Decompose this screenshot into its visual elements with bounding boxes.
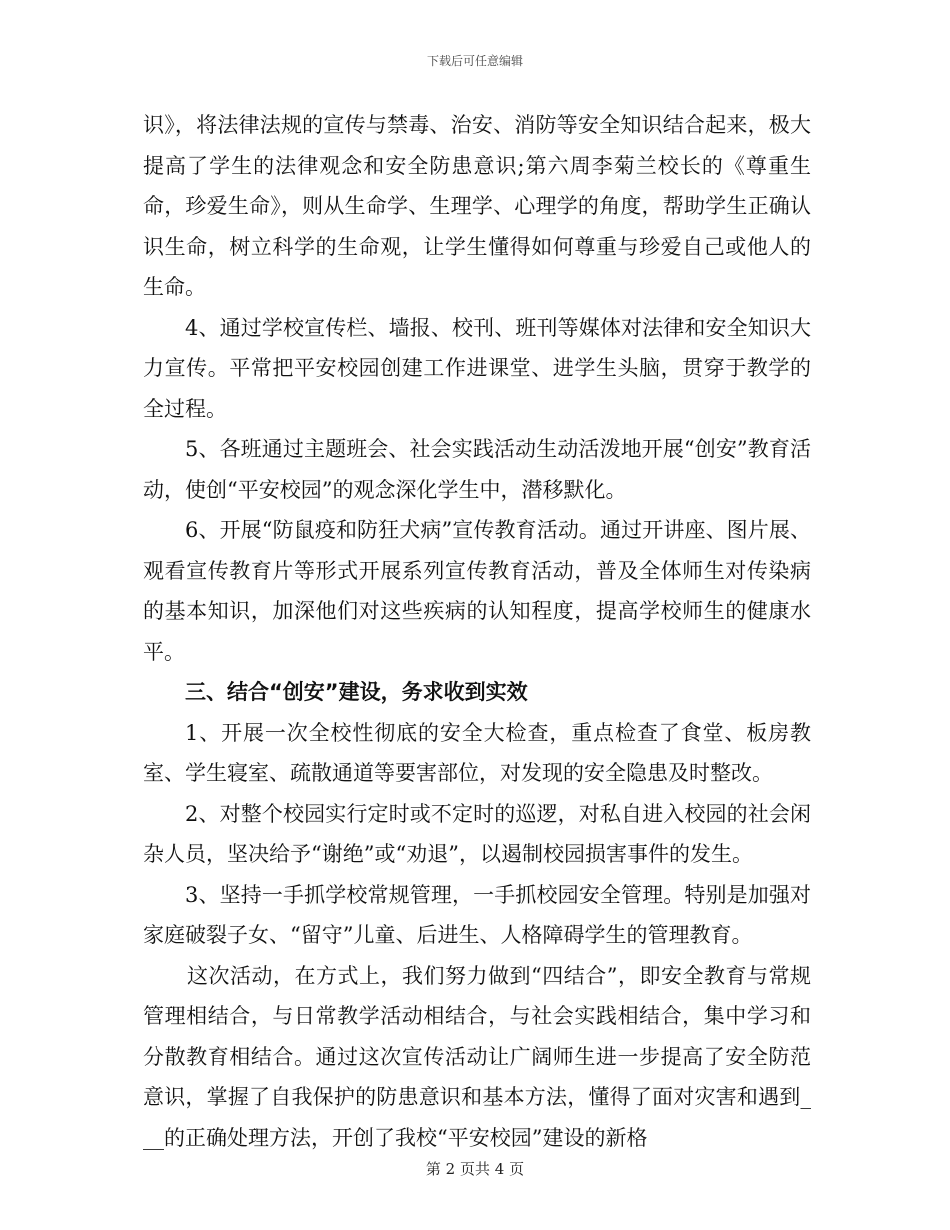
document-body [143, 105, 811, 1158]
paragraph-section3-item-2: 2、对整个校园实行定时或不定时的巡逻，对私自进入校园的社会闲杂人员，坚决给予“谢绝”或“劝退”，以遏制校园损害事件的发生。 [143, 801, 811, 866]
paragraph-item-5: 5、各班通过主题班会、社会实践活动生动活泼地开展“创安”教育活动，使创“平安校园”的观念深化学生中，潜移默化。 [143, 437, 811, 502]
paragraph-item-6: 6、开展“防鼠疫和防狂犬病”宣传教育活动。通过开讲座、图片展、观看宣传教育片等形式开展系列宣传教育活动，普及全体师生对传染病的基本知识，加深他们对这些疾病的认知程度，提高学校师生的健康水平。 [143, 518, 811, 664]
section-heading-3: 三、结合“创安”建设，务求收到实效 [185, 680, 528, 704]
paragraph-summary: 这次活动，在方式上，我们努力做到“四结合”，即安全教育与常规管理相结合，与日常教学活动相结合，与社会实践相结合，集中学习和分散教育相结合。通过这次宣传活动让广阔师生进一步提高了安全防范意识，掌握了自我保护的防患意识和基本方法，懂得了面对灾害和遇到___的正确处理方法，开创了我校“平安校园”建设的新格 [143, 963, 811, 1150]
paragraph-item-4: 4、通过学校宣传栏、墙报、校刊、班刊等媒体对法律和安全知识大力宣传。平常把平安校园创建工作进课堂、进学生头脑，贯穿于教学的全过程。 [143, 315, 811, 421]
paragraph-continuation: 识》，将法律法规的宣传与禁毒、治安、消防等安全知识结合起来，极大提高了学生的法律观念和安全防患意识;第六周李菊兰校长的《尊重生命，珍爱生命》，则从生命学、生理学、心理学的角度，帮助学生正确认识生命，树立科学的生命观，让学生懂得如何尊重与珍爱自己或他人的生命。 [143, 113, 811, 299]
paragraph-section3-item-3: 3、坚持一手抓学校常规管理，一手抓校园安全管理。特别是加强对家庭破裂子女、“留守”儿童、后进生、人格障碍学生的管理教育。 [143, 882, 811, 947]
page-header: 下载后可任意编辑 [426, 54, 523, 68]
page-footer: 第 2 页共 4 页 [425, 1160, 525, 1178]
paragraph-section3-item-1: 1、开展一次全校性彻底的安全大检查，重点检查了食堂、板房教室、学生寝室、疏散通道等要害部位，对发现的安全隐患及时整改。 [143, 720, 811, 785]
